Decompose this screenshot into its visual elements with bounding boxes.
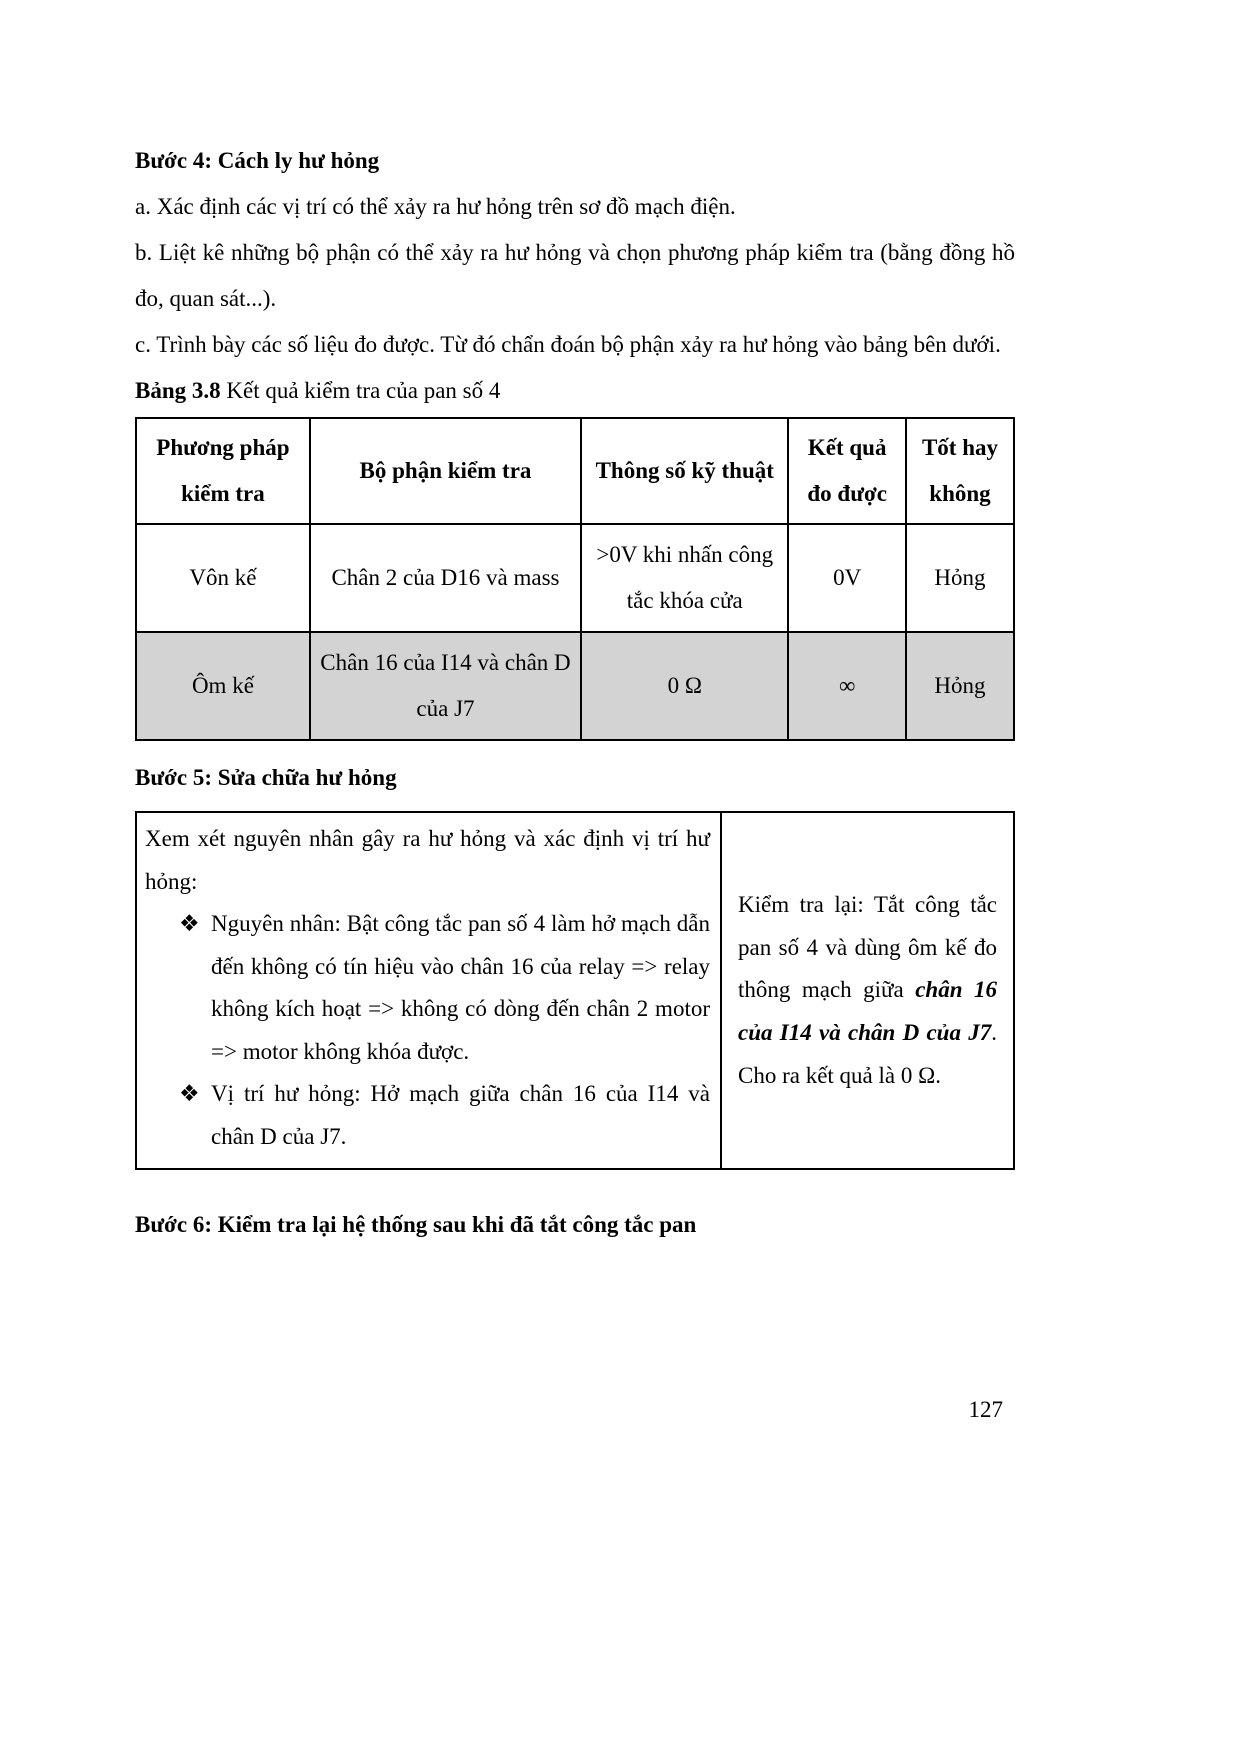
diamond-bullet-icon: ❖ <box>179 1081 200 1108</box>
table-row <box>136 524 1014 632</box>
table-cell-component: Chân 16 của I14 và chân D của J7 <box>310 632 581 740</box>
step6-heading: Bước 6: Kiểm tra lại hệ thống sau khi đã tắt công tắc pan <box>135 1212 697 1238</box>
repair-intro: Xem xét nguyên nhân gây ra hư hỏng và xác định vị trí hư hỏng: <box>145 826 710 894</box>
table-header-component: Bộ phận kiểm tra <box>310 418 581 524</box>
repair-verify-panel <box>722 813 1013 1168</box>
table-cell-spec: 0 Ω <box>581 632 788 740</box>
results-table <box>135 417 1015 741</box>
table-header-spec: Thông số kỹ thuật <box>581 418 788 524</box>
repair-location-text: Vị trí hư hỏng: Hở mạch giữa chân 16 của I14 và chân D của J7. <box>211 1081 710 1149</box>
diamond-bullet-icon: ❖ <box>179 911 200 938</box>
verify-text-before: Kiểm tra lại: Tắt công tắc pan số 4 và dùng ôm kế đo thông mạch giữa <box>738 892 997 1003</box>
table-caption-label: Bảng 3.8 <box>135 378 221 403</box>
table-cell-method: Ôm kế <box>136 632 310 740</box>
table-cell-method: Vôn kế <box>136 524 310 632</box>
table-cell-status: Hỏng <box>906 524 1014 632</box>
page-number: 127 <box>968 1397 1003 1422</box>
table-header-method: Phương pháp kiểm tra <box>136 418 310 524</box>
step4-item-c: c. Trình bày các số liệu đo được. Từ đó chẩn đoán bộ phận xảy ra hư hỏng vào bảng bên dưới. <box>135 332 1001 357</box>
table-cell-result: ∞ <box>788 632 906 740</box>
table-cell-result: 0V <box>788 524 906 632</box>
table-header-result: Kết quả đo được <box>788 418 906 524</box>
table-caption <box>135 368 1015 414</box>
table-cell-component: Chân 2 của D16 và mass <box>310 524 581 632</box>
table-caption-text: Kết quả kiểm tra của pan số 4 <box>220 378 501 403</box>
verify-text-emphasis: chân 16 của I14 và chân D của J7 <box>738 977 997 1045</box>
step4-item-a: a. Xác định các vị trí có thể xảy ra hư hỏng trên sơ đồ mạch điện. <box>135 194 736 219</box>
table-header-status: Tốt hay không <box>906 418 1014 524</box>
table-row <box>136 632 1014 740</box>
repair-cause-text: Nguyên nhân: Bật công tắc pan số 4 làm hở mạch dẫn đến không có tín hiệu vào chân 16 của relay => relay không kích hoạt => không có dòng đến chân 2 motor => motor không khóa được. <box>211 911 710 1064</box>
verify-text-after: . Cho ra kết quả là 0 Ω. <box>738 1019 997 1088</box>
table-cell-spec: >0V khi nhấn công tắc khóa cửa <box>581 524 788 632</box>
list-item <box>145 1073 710 1158</box>
repair-cause-panel <box>137 813 722 1168</box>
table-cell-status: Hỏng <box>906 632 1014 740</box>
verify-text <box>738 884 997 1097</box>
step5-heading: Bước 5: Sửa chữa hư hỏng <box>135 765 397 790</box>
list-item <box>145 903 710 1073</box>
repair-box <box>135 811 1015 1170</box>
step4-item-b: b. Liệt kê những bộ phận có thể xảy ra hư hỏng và chọn phương pháp kiểm tra (bằng đồng hồ đo, quan sát...). <box>135 240 1015 311</box>
table-header-row <box>136 418 1014 524</box>
step4-heading: Bước 4: Cách ly hư hỏng <box>135 148 380 173</box>
